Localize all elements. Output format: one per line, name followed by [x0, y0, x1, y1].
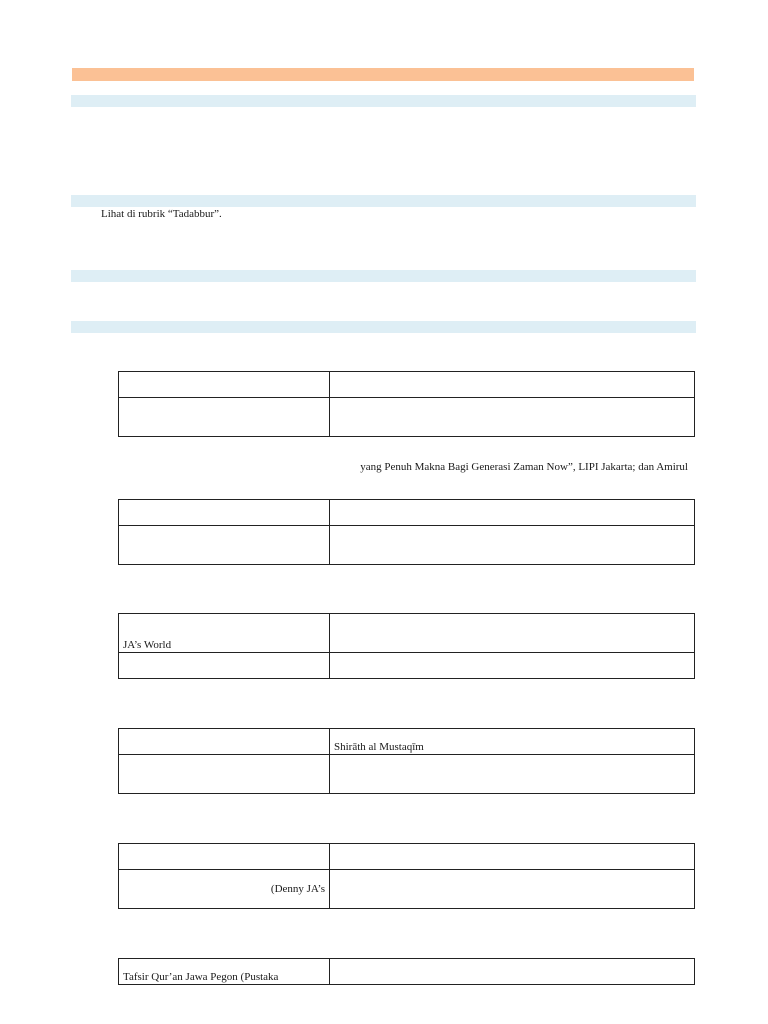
table-row — [119, 729, 695, 755]
table-1 — [118, 371, 695, 437]
citation-fragment: yang Penuh Makna Bagi Generasi Zaman Now”, LIPI Jakarta; dan Amirul — [360, 461, 688, 473]
table-row — [119, 526, 695, 565]
table-row — [119, 614, 695, 653]
note-text: Lihat di rubrik “Tadabbur”. — [101, 208, 222, 220]
table-row — [119, 755, 695, 794]
table-4 — [118, 728, 695, 794]
table-2 — [118, 499, 695, 565]
table-cell — [330, 398, 695, 437]
table-cell — [119, 398, 330, 437]
table-cell — [119, 526, 330, 565]
table-cell — [330, 844, 695, 870]
table-row — [119, 500, 695, 526]
table-cell — [119, 372, 330, 398]
table-row — [119, 653, 695, 679]
table-cell: Shirāth al Mustaqīm — [330, 729, 695, 755]
table-6 — [118, 958, 695, 985]
blue-section-band — [71, 195, 696, 207]
table-cell — [119, 500, 330, 526]
table-cell — [330, 755, 695, 794]
table-row — [119, 959, 695, 985]
table-cell — [330, 372, 695, 398]
table-3 — [118, 613, 695, 679]
table-cell: (Denny JA’s — [119, 870, 330, 909]
table-cell — [119, 844, 330, 870]
table-cell — [330, 959, 695, 985]
table-row — [119, 398, 695, 437]
table-cell — [330, 653, 695, 679]
table-cell — [119, 653, 330, 679]
table-row — [119, 870, 695, 909]
blue-section-band — [71, 321, 696, 333]
table-cell — [330, 614, 695, 653]
table-row — [119, 844, 695, 870]
table-cell — [330, 870, 695, 909]
table-row — [119, 372, 695, 398]
table-cell: Tafsir Qur’an Jawa Pegon (Pustaka — [119, 959, 330, 985]
table-cell — [119, 729, 330, 755]
table-cell — [119, 755, 330, 794]
table-5 — [118, 843, 695, 909]
blue-section-band — [71, 95, 696, 107]
table-cell — [330, 526, 695, 565]
orange-header-band — [72, 68, 694, 81]
table-cell — [330, 500, 695, 526]
table-cell: JA’s World — [119, 614, 330, 653]
blue-section-band — [71, 270, 696, 282]
